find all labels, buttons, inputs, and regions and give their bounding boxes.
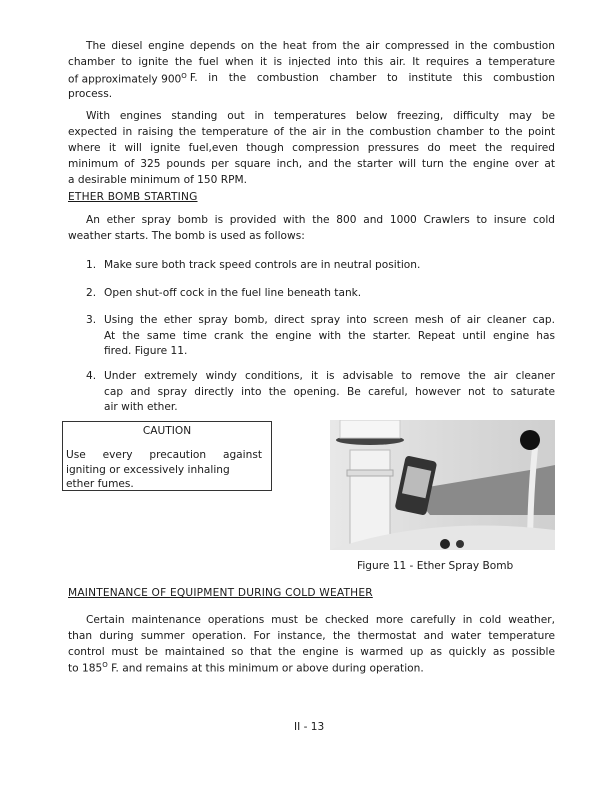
page-number: II - 13: [294, 721, 325, 733]
step-line: cap and spray directly into the opening. Be careful, however not to saturate: [104, 386, 555, 398]
degree: O: [102, 661, 108, 669]
para4-line: [68, 661, 555, 675]
photo-illustration: [330, 420, 555, 550]
caution-title: CAUTION: [142, 425, 192, 437]
para3-line: An ether spray bomb is provided with the 800 and 1000 Crawlers to insure cold: [86, 214, 555, 226]
para1-line: The diesel engine depends on the heat from the air compressed in the combustion: [86, 40, 555, 52]
step-line: fired. Figure 11.: [104, 345, 188, 357]
step-number: 3.: [86, 314, 97, 326]
section-heading-maintenance: MAINTENANCE OF EQUIPMENT DURING COLD WEATHER: [68, 587, 373, 599]
caution-box: [62, 421, 272, 491]
text: F. and remains at this minimum or above during operation.: [107, 662, 424, 675]
step-line: Open shut-off cock in the fuel line beneath tank.: [104, 287, 362, 299]
para2-line: expected in raising the temperature of the air in the combustion chamber to the point: [68, 126, 555, 138]
degree: O: [181, 72, 187, 80]
step-number: 1.: [86, 259, 97, 271]
caution-line: Use every precaution against: [66, 449, 262, 461]
para3-line: weather starts. The bomb is used as follows:: [68, 230, 305, 242]
step-line: Using the ether spray bomb, direct spray into screen mesh of air cleaner cap.: [104, 314, 555, 326]
step-line: Make sure both track speed controls are in neutral position.: [104, 259, 421, 271]
text: F. in the combustion chamber to institute this combustion: [189, 72, 555, 84]
para2-line: where it will ignite fuel,even though compression pressures do meet the required: [68, 142, 555, 154]
para4-line: control must be maintained so that the engine is warmed up as quickly as possible: [68, 646, 555, 658]
para1-line: process.: [68, 88, 113, 100]
para1-line: [68, 72, 555, 86]
step-number: 4.: [86, 370, 97, 382]
para4-line: Certain maintenance operations must be checked more carefully in cold weather,: [86, 614, 555, 626]
para1-line: chamber to ignite the fuel when it is injected into this air. It requires a temperature: [68, 56, 555, 68]
step-line: At the same time crank the engine with the starter. Repeat until engine has: [104, 330, 555, 342]
caution-line: igniting or excessively inhaling: [66, 464, 230, 476]
text: of approximately 900: [68, 73, 182, 86]
figure-caption: Figure 11 - Ether Spray Bomb: [357, 560, 514, 572]
caution-line: ether fumes.: [66, 478, 134, 490]
ether-spray-bomb-photo: [330, 420, 555, 550]
para4-line: than during summer operation. For instance, the thermostat and water temperature: [68, 630, 555, 642]
para2-line: With engines standing out in temperatures below freezing, difficulty may be: [86, 110, 555, 122]
step-line: air with ether.: [104, 401, 178, 413]
para2-line: minimum of 325 pounds per square inch, and the starter will turn the engine over at: [68, 158, 555, 170]
section-heading-ether-bomb-starting: ETHER BOMB STARTING: [68, 191, 198, 203]
para2-line: a desirable minimum of 150 RPM.: [68, 174, 248, 186]
step-number: 2.: [86, 287, 97, 299]
text: to 185: [68, 662, 103, 675]
step-line: Under extremely windy conditions, it is advisable to remove the air cleaner: [104, 370, 555, 382]
